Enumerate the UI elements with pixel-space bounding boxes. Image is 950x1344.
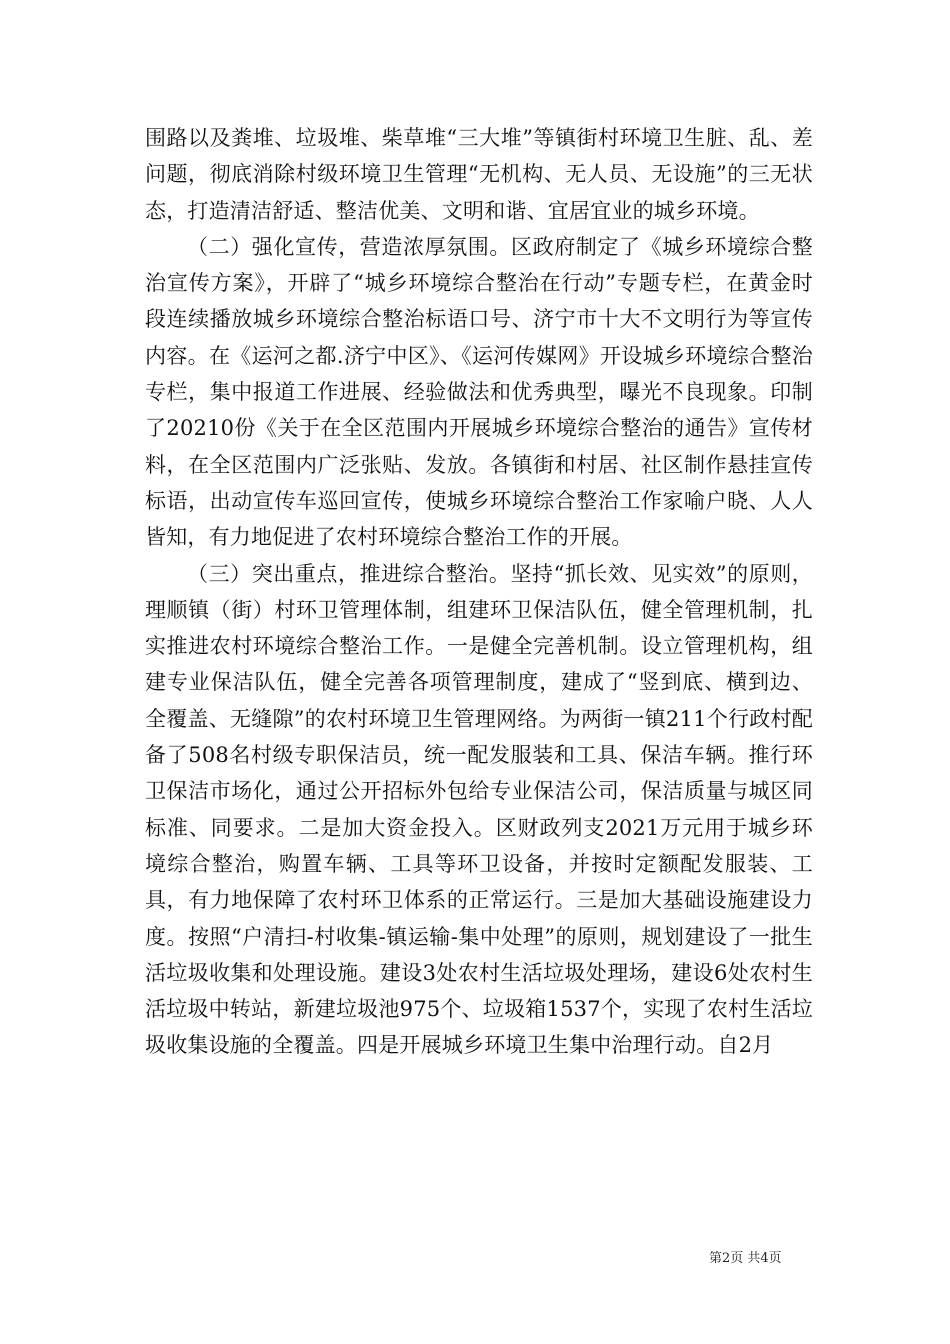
page-number-footer: 第2页 共4页 (709, 1251, 782, 1266)
paragraph-key-rectification: （三）突出重点，推进综合整治。坚持“抓长效、见实效”的原则，理顺镇（街）村环卫管理体制，组建环卫保洁队伍，健全管理机制，扎实推进农村环境综合整治工作。一是健全完善机制。设立管理机构，组建专业保洁队伍，健全完善各项管理制度，建成了“竖到底、横到边、全覆盖、无缝隙”的农村环境卫生管理网络。为两街一镇211个行政村配备了508名村级专职保洁员，统一配发服装和工具、保洁车辆。推行环卫保洁市场化，通过公开招标外包给专业保洁公司，保洁质量与城区同标准、同要求。二是加大资金投入。区财政列支2021万元用于城乡环境综合整治，购置车辆、工具等环卫设备，并按时定额配发服装、工具，有力地保障了农村环卫体系的正常运行。三是加大基础设施建设力度。按照“户清扫-村收集-镇运输-集中处理”的原则，规划建设了一批生活垃圾收集和处理设施。建设3处农村生活垃圾处理场，建设6处农村生活垃圾中转站，新建垃圾池975个、垃圾箱1537个，实现了农村生活垃圾收集设施的全覆盖。四是开展城乡环境卫生集中治理行动。自2月 (145, 561, 813, 1058)
paragraph-publicity: （二）强化宣传，营造浓厚氛围。区政府制定了《城乡环境综合整治宣传方案》，开辟了“城乡环境综合整治在行动”专题专栏，在黄金时段连续播放城乡环境综合整治标语口号、济宁市十大不文明行为等宣传内容。在《运河之都.济宁中区》、《运河传媒网》开设城乡环境综合整治专栏，集中报道工作进展、经验做法和优秀典型，曝光不良现象。印制了20210份《关于在全区范围内开展城乡环境综合整治的通告》宣传材料，在全区范围内广泛张贴、发放。各镇街和村居、社区制作悬挂宣传标语，出动宣传车巡回宣传，使城乡环境综合整治工作家喻户晓、人人皆知，有力地促进了农村环境综合整治工作的开展。 (145, 234, 813, 550)
paragraph-continuation: 围路以及粪堆、垃圾堆、柴草堆“三大堆”等镇街村环境卫生脏、乱、差问题，彻底消除村级环境卫生管理“无机构、无人员、无设施”的三无状态，打造清洁舒适、整洁优美、文明和谐、宜居宜业的城乡环境。 (145, 126, 813, 223)
document-body (145, 120, 813, 1064)
